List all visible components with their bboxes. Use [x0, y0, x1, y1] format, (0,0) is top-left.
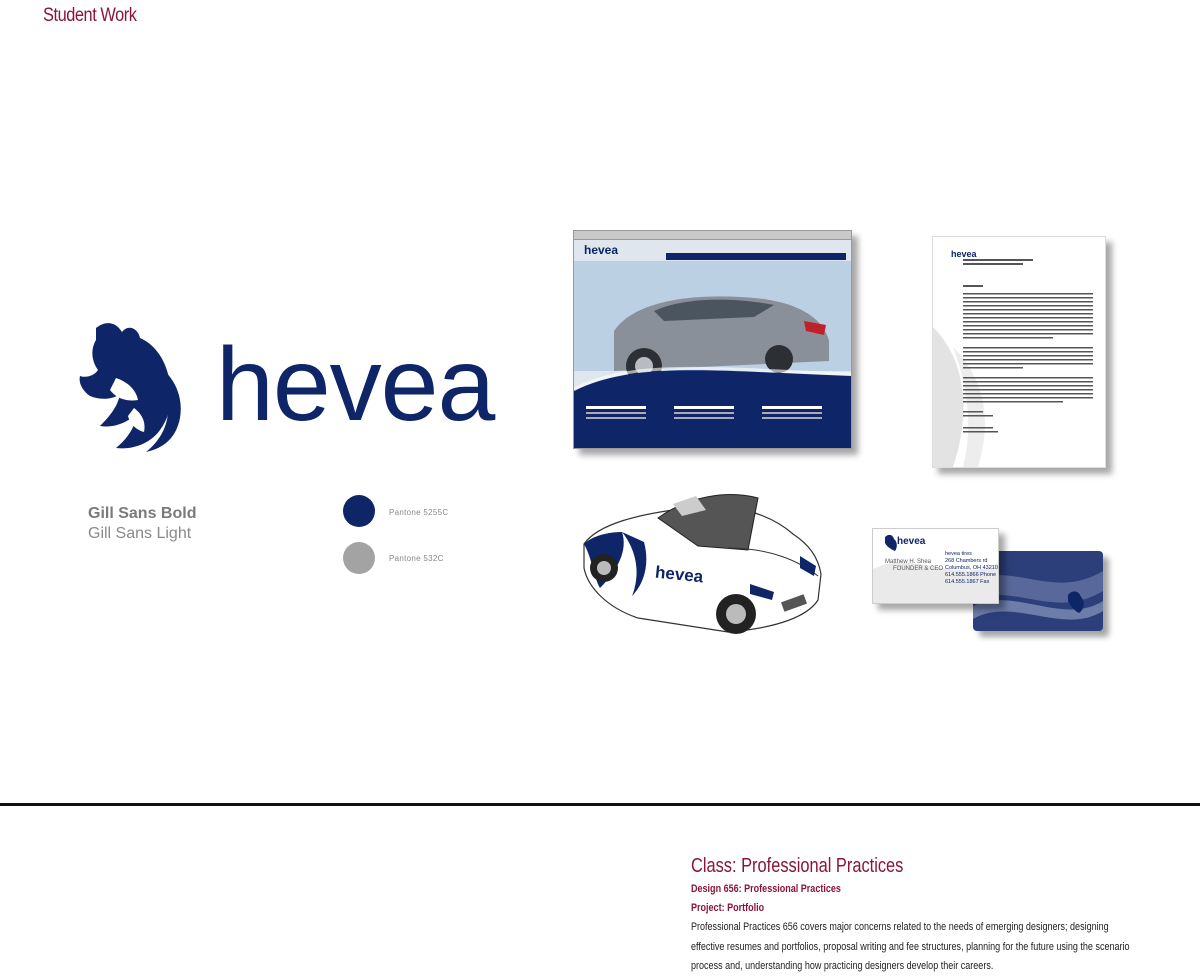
card-address-1: 268 Chambers rd — [945, 558, 988, 564]
project-name: Project: Portfolio — [691, 902, 765, 914]
card-address-2: Columbus, OH 43210 — [945, 565, 998, 571]
car-logo: hevea — [654, 562, 705, 587]
card-title: FOUNDER & CEO — [893, 566, 944, 572]
font-sample-bold: Gill Sans Bold — [88, 505, 197, 522]
course-name: Design 656: Professional Practices — [691, 883, 841, 895]
business-card-front — [872, 528, 999, 604]
car-wrap-mockup — [578, 488, 828, 638]
letterhead-mockup — [932, 236, 1106, 468]
website-logo: hevea — [584, 243, 619, 257]
swatch-label-primary: Pantone 5255C — [389, 508, 449, 517]
color-swatch-primary — [343, 495, 375, 527]
horse-head-icon — [76, 318, 206, 453]
course-description: Professional Practices 656 covers major concerns related to the needs of emerging designers; designing effective resumes and portfolios, proposal writing and fee structures, planning for the future using the scenario process and, understanding how practicing designers develop their careers. — [691, 921, 1130, 972]
website-mockup — [573, 230, 852, 449]
card-logo: hevea — [897, 536, 926, 547]
color-swatch-secondary — [343, 542, 375, 574]
website-hero-image — [574, 261, 851, 448]
hevea-logo — [76, 318, 495, 453]
card-company: hevea tires — [945, 551, 972, 557]
card-fax: 614.555.1867 Fax — [945, 579, 990, 585]
class-title: Class: Professional Practices — [691, 855, 904, 877]
letterhead-logo: hevea — [951, 249, 977, 259]
website-nav — [666, 253, 846, 260]
section-label: Student Work — [43, 5, 137, 26]
logo-wordmark: hevea — [216, 327, 495, 443]
card-phone: 614.555.1866 Phone — [945, 572, 997, 578]
footer-divider — [0, 803, 1200, 806]
swatch-label-secondary: Pantone 532C — [389, 554, 444, 563]
card-name: Matthew H. Shea — [885, 559, 932, 565]
letterhead-body — [933, 237, 1105, 467]
font-sample-light: Gill Sans Light — [88, 525, 192, 542]
